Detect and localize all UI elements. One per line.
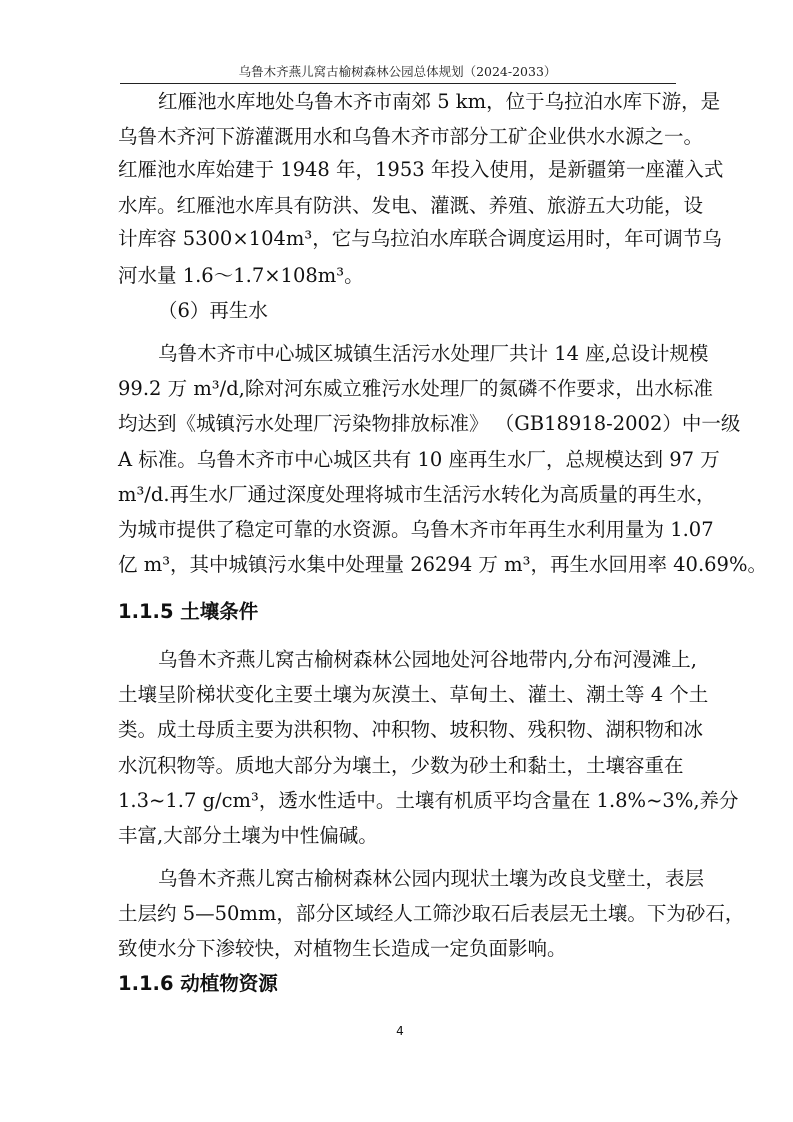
paragraph-line: 为城市提供了稳定可靠的水资源。乌鲁木齐市年再生水利用量为 1.07	[118, 518, 714, 541]
paragraph-line: 丰富,大部分土壤为中性偏碱。	[118, 824, 378, 847]
paragraph-line: 乌鲁木齐市中心城区城镇生活污水处理厂共计 14 座,总设计规模	[158, 342, 709, 365]
paragraph-line: 红雁池水库始建于 1948 年，1953 年投入使用，是新疆第一座灌入式	[118, 158, 724, 181]
paragraph-line: 水沉积物等。质地大部分为壤土，少数为砂土和黏土，土壤容重在	[118, 754, 684, 777]
paragraph-line: 1.3~1.7 g/cm³，透水性适中。土壤有机质平均含量在 1.8%~3%,养分	[118, 789, 739, 812]
paragraph-line: 乌鲁木齐河下游灌溉用水和乌鲁木齐市部分工矿企业供水水源之一。	[118, 125, 704, 148]
paragraph-line: 类。成土母质主要为洪积物、冲积物、坡积物、残积物、湖积物和冰	[118, 718, 704, 741]
paragraph-line: 土壤呈阶梯状变化主要土壤为灰漠土、草甸土、灌土、潮土等 4 个土	[118, 683, 709, 706]
paragraph-line: 河水量 1.6～1.7×108m³。	[118, 264, 364, 287]
header-divider	[120, 83, 676, 84]
paragraph-line: 土层约 5—50mm，部分区域经人工筛沙取石后表层无土壤。下为砂石，	[118, 902, 745, 925]
paragraph-line: 计库容 5300×104m³，它与乌拉泊水库联合调度运用时，年可调节乌	[118, 227, 722, 250]
paragraph-line: m³/d.再生水厂通过深度处理将城市生活污水转化为高质量的再生水，	[118, 483, 716, 506]
paragraph-line: 均达到《城镇污水处理厂污染物排放标准》 （GB18918-2002）中一级	[118, 412, 741, 435]
paragraph-line: 红雁池水库地处乌鲁木齐市南郊 5 km，位于乌拉泊水库下游，是	[158, 90, 721, 113]
paragraph-line: 致使水分下渗较快，对植物生长造成一定负面影响。	[118, 937, 567, 960]
subsection-title: （6）再生水	[158, 299, 268, 322]
paragraph-line: A 标准。乌鲁木齐市中心城区共有 10 座再生水厂，总规模达到 97 万	[118, 448, 720, 471]
page-number: 4	[396, 1024, 404, 1038]
paragraph-line: 乌鲁木齐燕儿窝古榆树森林公园内现状土壤为改良戈壁土，表层	[158, 867, 705, 890]
paragraph-line: 99.2 万 m³/d,除对河东威立雅污水处理厂的氮磷不作要求，出水标准	[118, 377, 713, 400]
paragraph-line: 乌鲁木齐燕儿窝古榆树森林公园地处河谷地带内,分布河漫滩上,	[158, 648, 697, 671]
running-header: 乌鲁木齐燕儿窝古榆树森林公园总体规划（2024-2033）	[238, 64, 557, 79]
paragraph-line: 亿 m³，其中城镇污水集中处理量 26294 万 m³，再生水回用率 40.69%。	[118, 553, 767, 576]
paragraph-line: 水库。红雁池水库具有防洪、发电、灌溉、养殖、旅游五大功能，设	[118, 194, 704, 217]
section-heading-flora-fauna: 1.1.6 动植物资源	[118, 972, 278, 995]
section-heading-soil: 1.1.5 土壤条件	[118, 600, 259, 623]
